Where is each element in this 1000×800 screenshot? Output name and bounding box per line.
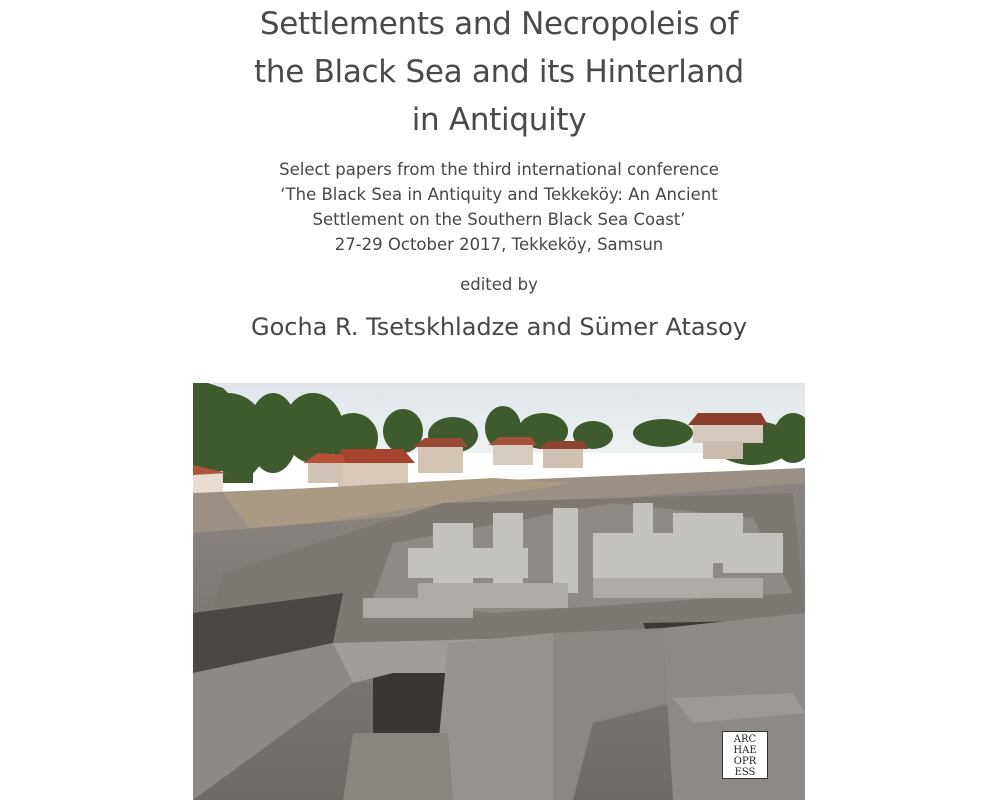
title-line: in Antiquity [411, 102, 587, 138]
subtitle-line: Settlement on the Southern Black Sea Coast’ [312, 210, 686, 229]
logo-letters: OPR [733, 756, 757, 767]
title-line: Settlements and Necropoleis of [259, 6, 739, 42]
excavation-photo [193, 383, 805, 800]
subtitle-line: 27-29 October 2017, Tekkeköy, Samsun [334, 235, 664, 254]
book-subtitle [193, 157, 805, 257]
logo-letters: ESS [734, 767, 756, 778]
subtitle-line: Select papers from the third international conference [279, 160, 719, 179]
logo-letters: HAE [733, 745, 757, 756]
book-cover [193, 0, 805, 800]
title-line: the Black Sea and its Hinterland [254, 54, 744, 90]
subtitle-line: ‘The Black Sea in Antiquity and Tekkeköy: An Ancient [280, 185, 718, 204]
editors-names: Gocha R. Tsetskhladze and Sümer Atasoy [250, 313, 748, 341]
archaeopress-logo [722, 731, 768, 779]
logo-letters: ARC [733, 734, 757, 745]
edited-by-label: edited by [460, 275, 538, 294]
book-title [193, 0, 805, 144]
